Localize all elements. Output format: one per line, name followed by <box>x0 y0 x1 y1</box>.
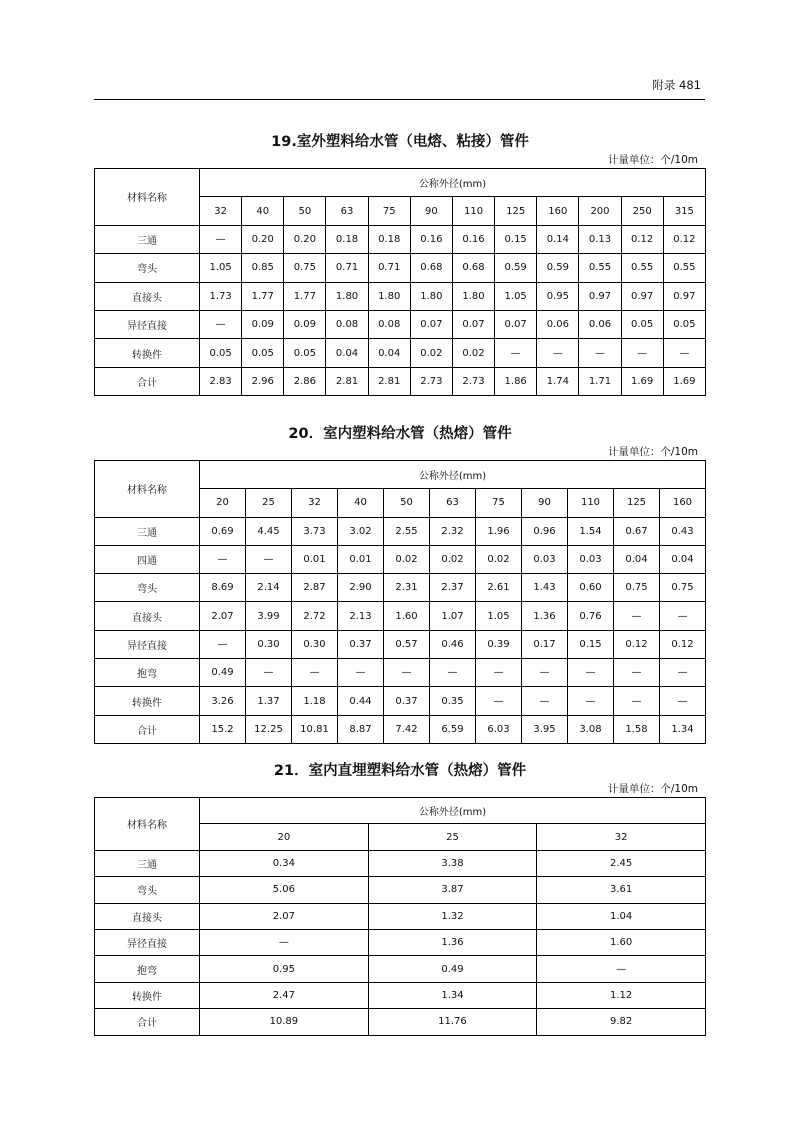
value-cell: 0.55 <box>621 254 663 282</box>
value-cell: 0.13 <box>579 225 621 253</box>
value-cell: 0.12 <box>663 225 705 253</box>
value-cell: 11.76 <box>368 1009 537 1035</box>
value-cell: 2.83 <box>200 367 242 395</box>
value-cell: 0.37 <box>338 630 384 658</box>
table-row <box>95 956 706 982</box>
value-cell: 0.75 <box>284 254 326 282</box>
value-cell: — <box>522 659 568 687</box>
material-name: 转换件 <box>95 687 200 715</box>
value-cell: 0.20 <box>284 225 326 253</box>
value-cell: 1.96 <box>476 517 522 545</box>
value-cell: 0.05 <box>663 310 705 338</box>
value-cell: 0.05 <box>200 339 242 367</box>
value-cell: 0.34 <box>200 850 369 876</box>
table-title: 20．室内塑料给水管（热熔）管件 <box>288 426 512 442</box>
fittings-table <box>94 460 706 744</box>
size-header: 32 <box>537 824 706 850</box>
table-row <box>95 659 706 687</box>
page-header <box>94 77 705 100</box>
size-header: 160 <box>537 197 579 225</box>
material-name: 四通 <box>95 545 200 573</box>
value-cell: 1.07 <box>430 602 476 630</box>
header-row <box>95 798 706 824</box>
value-cell: 1.77 <box>284 282 326 310</box>
value-cell: 8.87 <box>338 715 384 743</box>
value-cell: — <box>338 659 384 687</box>
value-cell: 10.89 <box>200 1009 369 1035</box>
value-cell: 0.95 <box>537 282 579 310</box>
value-cell: 0.35 <box>430 687 476 715</box>
material-name: 抱弯 <box>95 659 200 687</box>
value-cell: 0.03 <box>522 545 568 573</box>
value-cell: 3.99 <box>246 602 292 630</box>
value-cell: 0.06 <box>537 310 579 338</box>
value-cell: 0.02 <box>430 545 476 573</box>
value-cell: 1.80 <box>368 282 410 310</box>
unit-label: 计量单位：个/10m <box>607 783 698 795</box>
value-cell: 1.77 <box>242 282 284 310</box>
value-cell: 0.68 <box>410 254 452 282</box>
table-row <box>95 630 706 658</box>
value-cell: — <box>537 956 706 982</box>
size-header: 32 <box>200 197 242 225</box>
value-cell: 1.80 <box>410 282 452 310</box>
value-cell: 2.14 <box>246 574 292 602</box>
size-header: 250 <box>621 197 663 225</box>
size-header: 50 <box>384 489 430 517</box>
material-name: 合计 <box>95 1009 200 1035</box>
value-cell: 0.30 <box>292 630 338 658</box>
value-cell: 0.12 <box>621 225 663 253</box>
value-cell: 0.16 <box>410 225 452 253</box>
value-cell: 0.44 <box>338 687 384 715</box>
value-cell: 5.06 <box>200 877 369 903</box>
value-cell: 0.85 <box>242 254 284 282</box>
value-cell: 0.55 <box>663 254 705 282</box>
value-cell: 0.15 <box>495 225 537 253</box>
value-cell: 3.26 <box>200 687 246 715</box>
value-cell: 2.07 <box>200 903 369 929</box>
value-cell: 0.60 <box>568 574 614 602</box>
value-cell: — <box>200 929 369 955</box>
value-cell: 0.02 <box>384 545 430 573</box>
material-name: 三通 <box>95 517 200 545</box>
value-cell: 0.05 <box>242 339 284 367</box>
size-header: 125 <box>614 489 660 517</box>
value-cell: 3.61 <box>537 877 706 903</box>
size-header: 40 <box>242 197 284 225</box>
table-row <box>95 602 706 630</box>
value-cell: 0.02 <box>476 545 522 573</box>
value-cell: 1.18 <box>292 687 338 715</box>
material-name: 弯头 <box>95 574 200 602</box>
table-row <box>95 282 706 310</box>
value-cell: 7.42 <box>384 715 430 743</box>
table-row <box>95 574 706 602</box>
material-name: 直接头 <box>95 602 200 630</box>
diameter-group-header: 公称外径(mm) <box>200 169 706 197</box>
value-cell: 2.07 <box>200 602 246 630</box>
size-header: 20 <box>200 824 369 850</box>
diameter-group-header: 公称外径(mm) <box>200 798 706 824</box>
value-cell: 0.69 <box>200 517 246 545</box>
value-cell: 0.68 <box>452 254 494 282</box>
value-cell: 0.07 <box>495 310 537 338</box>
value-cell: 0.59 <box>537 254 579 282</box>
value-cell: — <box>614 602 660 630</box>
value-cell: — <box>476 659 522 687</box>
material-name-header: 材料名称 <box>95 169 200 226</box>
size-header: 90 <box>522 489 568 517</box>
value-cell: 2.13 <box>338 602 384 630</box>
value-cell: 0.15 <box>568 630 614 658</box>
value-cell: 0.05 <box>284 339 326 367</box>
value-cell: — <box>663 339 705 367</box>
size-header: 25 <box>368 824 537 850</box>
table-row <box>95 367 706 395</box>
value-cell: 0.71 <box>326 254 368 282</box>
material-name: 异径直接 <box>95 630 200 658</box>
value-cell: 0.71 <box>368 254 410 282</box>
value-cell: 8.69 <box>200 574 246 602</box>
value-cell: 2.47 <box>200 982 369 1008</box>
value-cell: 3.95 <box>522 715 568 743</box>
value-cell: 1.60 <box>537 929 706 955</box>
value-cell: 6.03 <box>476 715 522 743</box>
value-cell: 0.04 <box>660 545 706 573</box>
page-reference: 附录 481 <box>652 78 701 92</box>
material-name: 三通 <box>95 850 200 876</box>
value-cell: 0.97 <box>663 282 705 310</box>
value-cell: — <box>579 339 621 367</box>
material-name: 异径直接 <box>95 310 200 338</box>
value-cell: 0.04 <box>326 339 368 367</box>
material-name: 转换件 <box>95 339 200 367</box>
value-cell: — <box>200 630 246 658</box>
value-cell: 2.72 <box>292 602 338 630</box>
value-cell: 2.81 <box>326 367 368 395</box>
size-header: 63 <box>326 197 368 225</box>
value-cell: — <box>246 659 292 687</box>
value-cell: 0.16 <box>452 225 494 253</box>
value-cell: 3.02 <box>338 517 384 545</box>
value-cell: 0.18 <box>326 225 368 253</box>
value-cell: 1.12 <box>537 982 706 1008</box>
table-title: 19.室外塑料给水管（电熔、粘接）管件 <box>271 134 529 150</box>
value-cell: 1.05 <box>200 254 242 282</box>
value-cell: 9.82 <box>537 1009 706 1035</box>
table-row <box>95 517 706 545</box>
value-cell: — <box>660 602 706 630</box>
value-cell: 0.30 <box>246 630 292 658</box>
value-cell: 1.36 <box>368 929 537 955</box>
value-cell: 1.80 <box>326 282 368 310</box>
value-cell: 1.54 <box>568 517 614 545</box>
material-name: 异径直接 <box>95 929 200 955</box>
table-row <box>95 687 706 715</box>
value-cell: 0.09 <box>242 310 284 338</box>
material-name: 转换件 <box>95 982 200 1008</box>
value-cell: — <box>614 687 660 715</box>
value-cell: — <box>568 687 614 715</box>
material-name: 直接头 <box>95 903 200 929</box>
value-cell: 2.61 <box>476 574 522 602</box>
value-cell: 1.37 <box>246 687 292 715</box>
value-cell: 2.96 <box>242 367 284 395</box>
value-cell: 0.49 <box>368 956 537 982</box>
size-header: 110 <box>568 489 614 517</box>
value-cell: 1.74 <box>537 367 579 395</box>
header-row <box>95 461 706 489</box>
value-cell: 10.81 <box>292 715 338 743</box>
material-name: 三通 <box>95 225 200 253</box>
value-cell: 0.97 <box>621 282 663 310</box>
value-cell: 1.05 <box>476 602 522 630</box>
table-row <box>95 339 706 367</box>
value-cell: 1.80 <box>452 282 494 310</box>
value-cell: 0.12 <box>660 630 706 658</box>
value-cell: 0.07 <box>452 310 494 338</box>
value-cell: 0.57 <box>384 630 430 658</box>
size-header: 110 <box>452 197 494 225</box>
material-name-header: 材料名称 <box>95 798 200 851</box>
value-cell: — <box>621 339 663 367</box>
value-cell: 1.36 <box>522 602 568 630</box>
value-cell: 1.86 <box>495 367 537 395</box>
header-row <box>95 169 706 197</box>
value-cell: 2.31 <box>384 574 430 602</box>
size-header: 90 <box>410 197 452 225</box>
table-row <box>95 1009 706 1035</box>
material-name: 直接头 <box>95 282 200 310</box>
value-cell: — <box>384 659 430 687</box>
value-cell: — <box>200 545 246 573</box>
table-row <box>95 877 706 903</box>
value-cell: 2.73 <box>452 367 494 395</box>
table-row <box>95 850 706 876</box>
value-cell: 1.71 <box>579 367 621 395</box>
size-header: 125 <box>495 197 537 225</box>
value-cell: 0.05 <box>621 310 663 338</box>
value-cell: 1.34 <box>660 715 706 743</box>
value-cell: — <box>292 659 338 687</box>
table-row <box>95 929 706 955</box>
value-cell: 3.08 <box>568 715 614 743</box>
value-cell: — <box>476 687 522 715</box>
value-cell: 2.81 <box>368 367 410 395</box>
value-cell: 2.55 <box>384 517 430 545</box>
value-cell: 1.43 <box>522 574 568 602</box>
size-header: 25 <box>246 489 292 517</box>
value-cell: 2.45 <box>537 850 706 876</box>
value-cell: 0.96 <box>522 517 568 545</box>
table-row <box>95 903 706 929</box>
value-cell: 0.08 <box>368 310 410 338</box>
size-header: 50 <box>284 197 326 225</box>
material-name: 合计 <box>95 367 200 395</box>
table-row <box>95 545 706 573</box>
size-header: 75 <box>368 197 410 225</box>
value-cell: 1.58 <box>614 715 660 743</box>
value-cell: — <box>200 225 242 253</box>
value-cell: — <box>537 339 579 367</box>
value-cell: — <box>660 659 706 687</box>
table-title: 21．室内直埋塑料给水管（热熔）管件 <box>273 763 527 779</box>
size-header: 63 <box>430 489 476 517</box>
value-cell: 0.06 <box>579 310 621 338</box>
material-name: 弯头 <box>95 877 200 903</box>
size-header: 32 <box>292 489 338 517</box>
value-cell: 0.18 <box>368 225 410 253</box>
section-21 <box>94 761 706 1036</box>
material-name: 抱弯 <box>95 956 200 982</box>
value-cell: 0.43 <box>660 517 706 545</box>
value-cell: 0.76 <box>568 602 614 630</box>
value-cell: — <box>495 339 537 367</box>
size-header: 20 <box>200 489 246 517</box>
value-cell: 1.69 <box>621 367 663 395</box>
value-cell: 0.08 <box>326 310 368 338</box>
value-cell: 2.73 <box>410 367 452 395</box>
value-cell: 0.75 <box>614 574 660 602</box>
size-header: 160 <box>660 489 706 517</box>
value-cell: 0.03 <box>568 545 614 573</box>
table-row <box>95 225 706 253</box>
value-cell: 1.60 <box>384 602 430 630</box>
value-cell: 3.87 <box>368 877 537 903</box>
fittings-table <box>94 168 706 396</box>
material-name-header: 材料名称 <box>95 461 200 518</box>
value-cell: 0.09 <box>284 310 326 338</box>
value-cell: 1.34 <box>368 982 537 1008</box>
value-cell: 0.46 <box>430 630 476 658</box>
unit-label: 计量单位：个/10m <box>607 446 698 458</box>
table-row <box>95 254 706 282</box>
value-cell: — <box>568 659 614 687</box>
value-cell: 1.05 <box>495 282 537 310</box>
value-cell: 2.86 <box>284 367 326 395</box>
value-cell: 0.67 <box>614 517 660 545</box>
value-cell: 1.73 <box>200 282 242 310</box>
value-cell: 0.01 <box>338 545 384 573</box>
table-row <box>95 982 706 1008</box>
value-cell: 0.95 <box>200 956 369 982</box>
value-cell: 2.90 <box>338 574 384 602</box>
value-cell: 0.17 <box>522 630 568 658</box>
value-cell: 12.25 <box>246 715 292 743</box>
value-cell: 0.04 <box>368 339 410 367</box>
value-cell: — <box>200 310 242 338</box>
value-cell: 0.39 <box>476 630 522 658</box>
value-cell: 2.37 <box>430 574 476 602</box>
value-cell: 1.32 <box>368 903 537 929</box>
value-cell: — <box>614 659 660 687</box>
table-row <box>95 310 706 338</box>
value-cell: — <box>246 545 292 573</box>
value-cell: 0.37 <box>384 687 430 715</box>
value-cell: 0.02 <box>410 339 452 367</box>
size-header: 75 <box>476 489 522 517</box>
value-cell: 0.55 <box>579 254 621 282</box>
value-cell: 15.2 <box>200 715 246 743</box>
value-cell: 1.69 <box>663 367 705 395</box>
value-cell: 1.04 <box>537 903 706 929</box>
size-header: 200 <box>579 197 621 225</box>
value-cell: 2.87 <box>292 574 338 602</box>
value-cell: 4.45 <box>246 517 292 545</box>
table-row <box>95 715 706 743</box>
value-cell: 0.12 <box>614 630 660 658</box>
value-cell: 0.04 <box>614 545 660 573</box>
section-20 <box>94 424 706 744</box>
value-cell: — <box>430 659 476 687</box>
value-cell: 0.07 <box>410 310 452 338</box>
fittings-table <box>94 797 706 1036</box>
value-cell: 6.59 <box>430 715 476 743</box>
value-cell: 3.38 <box>368 850 537 876</box>
value-cell: 0.01 <box>292 545 338 573</box>
value-cell: 0.14 <box>537 225 579 253</box>
material-name: 弯头 <box>95 254 200 282</box>
value-cell: 3.73 <box>292 517 338 545</box>
value-cell: 0.02 <box>452 339 494 367</box>
value-cell: 2.32 <box>430 517 476 545</box>
value-cell: 0.20 <box>242 225 284 253</box>
section-19 <box>94 132 706 396</box>
diameter-group-header: 公称外径(mm) <box>200 461 706 489</box>
value-cell: — <box>660 687 706 715</box>
value-cell: 0.97 <box>579 282 621 310</box>
value-cell: 0.59 <box>495 254 537 282</box>
value-cell: 0.49 <box>200 659 246 687</box>
material-name: 合计 <box>95 715 200 743</box>
size-header: 40 <box>338 489 384 517</box>
value-cell: 0.75 <box>660 574 706 602</box>
value-cell: — <box>522 687 568 715</box>
size-header: 315 <box>663 197 705 225</box>
unit-label: 计量单位：个/10m <box>607 154 698 166</box>
